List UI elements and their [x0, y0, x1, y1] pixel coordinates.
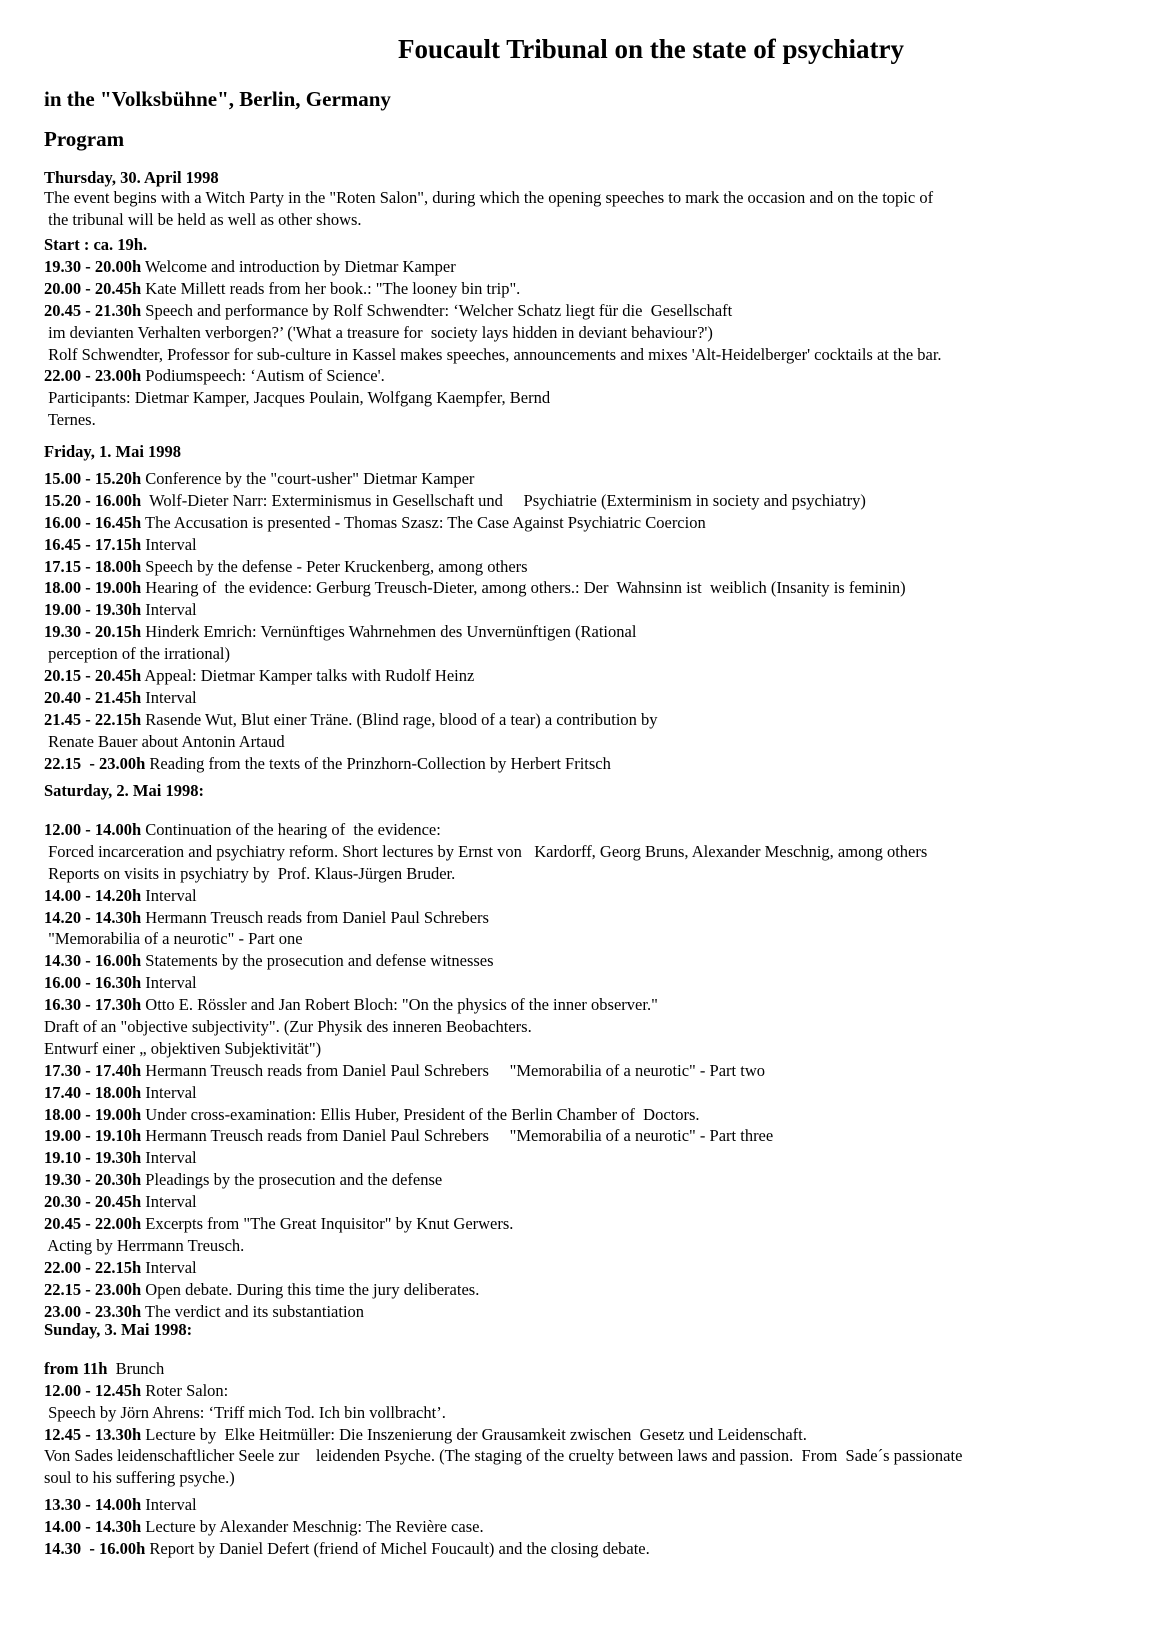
- time-range: 16.30 - 17.30h: [44, 995, 142, 1015]
- time-range: 22.00 - 22.15h: [44, 1257, 142, 1277]
- time-range: 15.00 - 15.20h: [44, 469, 142, 488]
- schedule-line: [44, 885, 1154, 907]
- time-range: 12.00 - 14.00h: [44, 820, 142, 839]
- schedule-line: [44, 950, 1154, 972]
- event-description: Interval: [141, 1082, 197, 1102]
- event-description: Lecture by Alexander Meschnig: The Revière case.: [141, 1516, 484, 1536]
- event-description: Interval: [141, 885, 197, 905]
- event-description: Acting by Herrmann Treusch.: [44, 1235, 245, 1255]
- event-description: The verdict and its substantiation: [141, 1301, 365, 1321]
- event-description: Excerpts from "The Great Inquisitor" by Knut Gerwers.: [141, 1214, 514, 1234]
- time-range: 18.00 - 19.00h: [44, 1104, 142, 1124]
- time-range: 22.00 - 23.00h: [44, 366, 142, 386]
- schedule-line: [44, 1169, 1154, 1191]
- schedule-line: [44, 907, 1154, 929]
- sunday-heading: Sunday, 3. Mai 1998:: [44, 1320, 193, 1339]
- schedule-line: [44, 643, 1154, 665]
- event-description: Rolf Schwendter, Professor for sub-culture in Kassel makes speeches, announcements and mixes 'Alt-Heidelberger' cocktails at the bar.: [44, 344, 942, 364]
- schedule-line: [44, 1016, 1154, 1038]
- schedule-line: [44, 731, 1154, 753]
- schedule-line: [44, 1380, 1154, 1402]
- time-range: 15.20 - 16.00h: [44, 490, 142, 510]
- paragraph-line: soul to his suffering psyche.): [44, 1467, 235, 1487]
- schedule-line: [44, 534, 1154, 556]
- page-title: Foucault Tribunal on the state of psychiatry: [397, 34, 905, 64]
- schedule-line: [44, 928, 1154, 950]
- friday-heading: Friday, 1. Mai 1998: [44, 442, 182, 461]
- event-description: Entwurf einer „ objektiven Subjektivität"): [44, 1038, 322, 1058]
- schedule-line: [44, 863, 1154, 885]
- schedule-line: [44, 1082, 1154, 1104]
- schedule-line: [44, 1358, 1154, 1380]
- schedule-line: [44, 1494, 1154, 1516]
- time-range: 17.15 - 18.00h: [44, 556, 142, 576]
- event-description: Appeal: Dietmar Kamper talks with Rudolf Heinz: [141, 666, 475, 686]
- time-range: 19.30 - 20.30h: [44, 1170, 142, 1190]
- schedule-line: [44, 1279, 1154, 1301]
- schedule-line: [44, 1257, 1154, 1279]
- time-range: 17.40 - 18.00h: [44, 1082, 142, 1102]
- schedule-line: [44, 599, 1154, 621]
- event-description: Otto E. Rössler and Jan Robert Bloch: "On the physics of the inner observer.": [141, 995, 658, 1015]
- event-description: Interval: [141, 534, 197, 554]
- schedule-line: [44, 665, 1154, 687]
- event-description: Wolf-Dieter Narr: Exterminismus in Gesellschaft und Psychiatrie (Exterminism in society and psychiatry): [141, 490, 866, 510]
- paragraph-line: Von Sades leidenschaftlicher Seele zur leidenden Psyche. (The staging of the cruelty between laws and passion. From Sade´s passionate: [44, 1446, 963, 1465]
- event-description: The Accusation is presented - Thomas Szasz: The Case Against Psychiatric Coercion: [141, 512, 706, 532]
- schedule-line: [44, 1038, 1154, 1060]
- time-range: 14.30 - 16.00h: [44, 951, 142, 971]
- event-description: Interval: [141, 973, 197, 993]
- thursday-heading: Thursday, 30. April 1998: [44, 168, 219, 187]
- schedule-line: [44, 300, 1154, 322]
- event-description: Hearing of the evidence: Gerburg Treusch-Dieter, among others.: Der Wahnsinn ist weiblich (Insanity is feminin): [141, 578, 906, 598]
- schedule-line: [44, 841, 1154, 863]
- event-description: perception of the irrational): [44, 644, 231, 664]
- sunday-schedule-end: [44, 1494, 1154, 1560]
- thursday-intro: [44, 187, 1154, 230]
- schedule-line: [44, 344, 1154, 366]
- event-description: Hermann Treusch reads from Daniel Paul Schrebers "Memorabilia of a neurotic" - Part two: [141, 1060, 765, 1080]
- time-range: 12.00 - 12.45h: [44, 1380, 142, 1400]
- event-description: Renate Bauer about Antonin Artaud: [44, 731, 285, 751]
- event-description: im devianten Verhalten verborgen?’ ('What a treasure for society lays hidden in deviant behaviour?'): [44, 322, 713, 342]
- schedule-line: [44, 972, 1154, 994]
- schedule-line: [44, 709, 1154, 731]
- schedule-line: [44, 387, 1154, 409]
- schedule-line: [44, 512, 1154, 534]
- time-range: 19.00 - 19.10h: [44, 1126, 142, 1146]
- sunday-schedule: [44, 1358, 1154, 1446]
- time-range: 14.30 - 16.00h: [44, 1538, 146, 1558]
- time-range: 19.10 - 19.30h: [44, 1148, 142, 1168]
- thursday-start: Start : ca. 19h.: [44, 235, 148, 254]
- time-range: 22.15 - 23.00h: [44, 753, 146, 773]
- event-description: Speech and performance by Rolf Schwendter: ‘Welcher Schatz liegt für die Gesellschaft: [141, 300, 733, 320]
- friday-schedule: [44, 468, 1154, 774]
- event-description: Report by Daniel Defert (friend of Michel Foucault) and the closing debate.: [145, 1538, 650, 1558]
- event-description: Participants: Dietmar Kamper, Jacques Poulain, Wolfgang Kaempfer, Bernd: [44, 388, 551, 408]
- schedule-line: [44, 1147, 1154, 1169]
- schedule-line: [44, 819, 1154, 841]
- intro-line: the tribunal will be held as well as other shows.: [44, 209, 362, 229]
- event-description: Continuation of the hearing of the evidence:: [141, 820, 441, 839]
- event-description: Under cross-examination: Ellis Huber, President of the Berlin Chamber of Doctors.: [141, 1104, 700, 1124]
- venue-heading: in the "Volksbühne", Berlin, Germany: [44, 87, 391, 111]
- time-range: from 11h: [44, 1359, 108, 1378]
- event-description: Reading from the texts of the Prinzhorn-Collection by Herbert Fritsch: [145, 753, 611, 773]
- event-description: Open debate. During this time the jury deliberates.: [141, 1279, 480, 1299]
- sunday-paragraph: [44, 1445, 1154, 1489]
- time-range: 12.45 - 13.30h: [44, 1424, 142, 1444]
- event-description: Speech by the defense - Peter Kruckenberg, among others: [141, 556, 528, 576]
- schedule-line: [44, 1402, 1154, 1424]
- event-description: Forced incarceration and psychiatry reform. Short lectures by Ernst von Kardorff, Georg Bruns, Alexander Meschnig, among others: [44, 841, 928, 861]
- event-description: Hinderk Emrich: Vernünftiges Wahrnehmen des Unvernünftigen (Rational: [141, 622, 637, 642]
- event-description: Reports on visits in psychiatry by Prof. Klaus-Jürgen Bruder.: [44, 863, 456, 883]
- schedule-line: [44, 1538, 1154, 1560]
- time-range: 16.45 - 17.15h: [44, 534, 142, 554]
- schedule-line: [44, 322, 1154, 344]
- event-description: Interval: [141, 1257, 197, 1277]
- event-description: Interval: [141, 600, 197, 620]
- time-range: 18.00 - 19.00h: [44, 578, 142, 598]
- schedule-line: [44, 1060, 1154, 1082]
- event-description: Roter Salon:: [141, 1380, 229, 1400]
- event-description: Lecture by Elke Heitmüller: Die Inszenierung der Grausamkeit zwischen Gesetz und Leidenschaft.: [141, 1424, 807, 1444]
- event-description: Kate Millett reads from her book.: "The looney bin trip".: [141, 278, 521, 298]
- program-heading: Program: [44, 127, 125, 151]
- time-range: 16.00 - 16.30h: [44, 973, 142, 993]
- event-description: Hermann Treusch reads from Daniel Paul Schrebers "Memorabilia of a neurotic" - Part three: [141, 1126, 774, 1146]
- time-range: 20.30 - 20.45h: [44, 1192, 142, 1212]
- time-range: 19.30 - 20.00h: [44, 257, 142, 276]
- event-description: Interval: [141, 687, 197, 707]
- event-description: Ternes.: [44, 410, 96, 430]
- event-description: Hermann Treusch reads from Daniel Paul Schrebers: [141, 907, 489, 927]
- time-range: 21.45 - 22.15h: [44, 709, 142, 729]
- time-range: 17.30 - 17.40h: [44, 1060, 142, 1080]
- schedule-line: [44, 468, 1154, 490]
- schedule-line: [44, 1424, 1154, 1446]
- schedule-line: [44, 556, 1154, 578]
- time-range: 19.00 - 19.30h: [44, 600, 142, 620]
- event-description: Podiumspeech: ‘Autism of Science'.: [141, 366, 385, 386]
- time-range: 23.00 - 23.30h: [44, 1301, 142, 1321]
- event-description: Statements by the prosecution and defense witnesses: [141, 951, 494, 971]
- time-range: 20.00 - 20.45h: [44, 278, 142, 298]
- time-range: 19.30 - 20.15h: [44, 622, 142, 642]
- event-description: Rasende Wut, Blut einer Träne. (Blind rage, blood of a tear) a contribution by: [141, 709, 658, 729]
- event-description: Brunch: [107, 1359, 165, 1378]
- saturday-schedule: [44, 819, 1154, 1322]
- event-description: Draft of an "objective subjectivity". (Zur Physik des inneren Beobachters.: [44, 1017, 532, 1037]
- event-description: Interval: [141, 1148, 197, 1168]
- schedule-line: [44, 621, 1154, 643]
- schedule-line: [44, 1235, 1154, 1257]
- schedule-line: [44, 490, 1154, 512]
- schedule-line: [44, 256, 1154, 278]
- event-description: Pleadings by the prosecution and the defense: [141, 1170, 443, 1190]
- time-range: 20.45 - 21.30h: [44, 300, 142, 320]
- schedule-line: [44, 1213, 1154, 1235]
- intro-line: The event begins with a Witch Party in the "Roten Salon", during which the opening speeches to mark the occasion and on the topic of: [44, 188, 934, 207]
- time-range: 16.00 - 16.45h: [44, 512, 142, 532]
- schedule-line: [44, 278, 1154, 300]
- event-description: Interval: [141, 1495, 197, 1514]
- schedule-line: [44, 1301, 1154, 1323]
- schedule-line: [44, 365, 1154, 387]
- event-description: Conference by the "court-usher" Dietmar Kamper: [141, 469, 475, 488]
- schedule-line: [44, 1191, 1154, 1213]
- time-range: 20.40 - 21.45h: [44, 687, 142, 707]
- time-range: 13.30 - 14.00h: [44, 1495, 142, 1514]
- schedule-line: [44, 687, 1154, 709]
- time-range: 22.15 - 23.00h: [44, 1279, 142, 1299]
- time-range: 14.00 - 14.30h: [44, 1516, 142, 1536]
- schedule-line: [44, 994, 1154, 1016]
- schedule-line: [44, 1125, 1154, 1147]
- schedule-line: [44, 1104, 1154, 1126]
- time-range: 14.20 - 14.30h: [44, 907, 142, 927]
- time-range: 14.00 - 14.20h: [44, 885, 142, 905]
- schedule-line: [44, 577, 1154, 599]
- thursday-schedule: [44, 256, 1154, 431]
- event-description: Speech by Jörn Ahrens: ‘Triff mich Tod. Ich bin vollbracht’.: [44, 1402, 446, 1422]
- saturday-heading: Saturday, 2. Mai 1998:: [44, 781, 204, 800]
- event-description: "Memorabilia of a neurotic" - Part one: [44, 929, 303, 949]
- event-description: Interval: [141, 1192, 197, 1212]
- time-range: 20.15 - 20.45h: [44, 666, 142, 686]
- schedule-line: [44, 409, 1154, 431]
- schedule-line: [44, 753, 1154, 775]
- time-range: 20.45 - 22.00h: [44, 1214, 142, 1234]
- event-description: Welcome and introduction by Dietmar Kamper: [141, 257, 456, 276]
- schedule-line: [44, 1516, 1154, 1538]
